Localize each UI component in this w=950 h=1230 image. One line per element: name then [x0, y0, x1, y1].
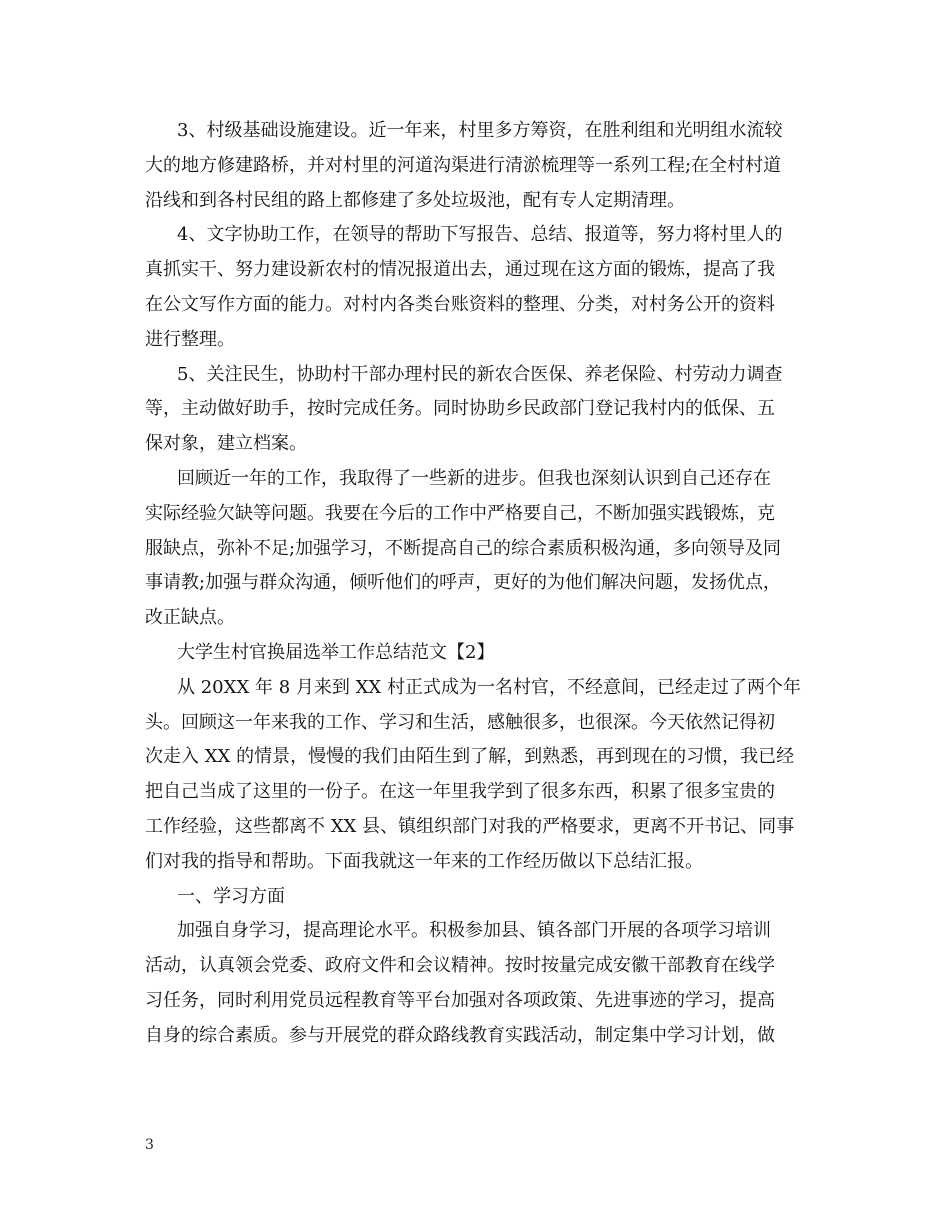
paragraph-line: 活动，认真领会党委、政府文件和会议精神。按时按量完成安徽干部教育在线学	[145, 955, 775, 977]
paragraph-line: 事请教;加强与群众沟通，倾听他们的呼声，更好的为他们解决问题，发扬优点，	[145, 572, 782, 594]
paragraph-line: 从 20XX 年 8 月来到 XX 村正式成为一名村官，不经意间，已经走过了两个年	[177, 676, 801, 698]
paragraph-line: 保对象，建立档案。	[145, 433, 307, 455]
paragraph-line: 进行整理。	[145, 328, 235, 350]
paragraph-line: 自身的综合素质。参与开展党的群众路线教育实践活动，制定集中学习计划，做	[145, 1024, 775, 1046]
paragraph-line: 把自己当成了这里的一份子。在这一年里我学到了很多东西，积累了很多宝贵的	[145, 781, 775, 803]
paragraph-line: 头。回顾这一年来我的工作、学习和生活，感触很多，也很深。今天依然记得初	[145, 711, 775, 733]
paragraph-line: 5、关注民生，协助村干部办理村民的新农合医保、养老保险、村劳动力调查	[177, 363, 783, 385]
paragraph-line: 真抓实干、努力建设新农村的情况报道出去，通过现在这方面的锻炼，提高了我	[145, 259, 775, 281]
paragraph-line: 3、村级基础设施建设。近一年来，村里多方筹资，在胜利组和光明组水流较	[177, 120, 783, 141]
paragraph-line: 加强自身学习，提高理论水平。积极参加县、镇各部门开展的各项学习培训	[177, 920, 771, 942]
paragraph-line: 4、文字协助工作，在领导的帮助下写报告、总结、报道等，努力将村里人的	[177, 224, 783, 246]
section-title: 大学生村官换届选举工作总结范文【2】	[177, 641, 495, 663]
paragraph-line: 工作经验，这些都离不 XX 县、镇组织部门对我的严格要求，更离不开书记、同事	[145, 815, 795, 837]
paragraph-line: 实际经验欠缺等问题。我要在今后的工作中严格要自己，不断加强实践锻炼，克	[145, 502, 775, 524]
paragraph-line: 沿线和到各村民组的路上都修建了多处垃圾池，配有专人定期清理。	[145, 189, 685, 211]
paragraph-line: 回顾近一年的工作，我取得了一些新的进步。但我也深刻认识到自己还存在	[177, 467, 771, 489]
paragraph-line: 改正缺点。	[145, 607, 235, 629]
paragraph-line: 服缺点，弥补不足;加强学习，不断提高自己的综合素质积极沟通，多向领导及同	[145, 537, 782, 559]
paragraph-line: 们对我的指导和帮助。下面我就这一年来的工作经历做以下总结汇报。	[145, 850, 703, 872]
section-heading: 一、学习方面	[177, 885, 285, 907]
page-number: 3	[145, 1137, 154, 1153]
document-body	[145, 114, 805, 1054]
paragraph-line: 次走入 XX 的情景，慢慢的我们由陌生到了解，到熟悉，再到现在的习惯，我已经	[145, 746, 795, 768]
paragraph-line: 大的地方修建路桥，并对村里的河道沟渠进行清淤梳理等一系列工程;在全村村道	[145, 154, 782, 176]
paragraph-line: 习任务，同时利用党员远程教育等平台加强对各项政策、先进事迹的学习，提高	[145, 989, 775, 1011]
paragraph-line: 等，主动做好助手，按时完成任务。同时协助乡民政部门登记我村内的低保、五	[145, 398, 775, 420]
paragraph-line: 在公文写作方面的能力。对村内各类台账资料的整理、分类，对村务公开的资料	[145, 293, 775, 315]
